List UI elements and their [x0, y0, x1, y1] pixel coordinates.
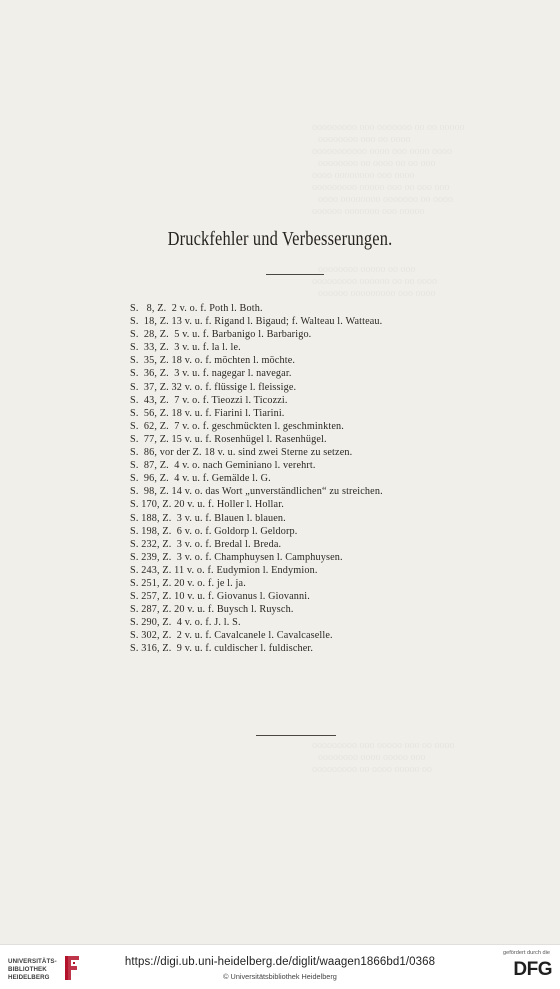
correction-text: S. 28, Z. 5 v. u. f. Barbanigo l. Barbarigo.: [130, 329, 312, 341]
correction-text: S. 8, Z. 2 v. o. f. Poth l. Both.: [130, 303, 263, 314]
correction-entry: [130, 538, 470, 551]
correction-text: S. 96, Z. 4 v. u. f. Gemälde l. G.: [130, 473, 271, 485]
correction-entry: [130, 381, 470, 394]
correction-text: S. 251, Z. 20 v. o. f. je l. ja.: [130, 577, 246, 589]
correction-text: S. 302, Z. 2 v. u. f. Cavalcanele l. Cavalcaselle.: [130, 630, 333, 642]
correction-text: S. 232, Z. 3 v. o. f. Bredal l. Breda.: [130, 538, 282, 550]
correction-entry: [130, 394, 470, 407]
correction-entry: [130, 328, 470, 341]
correction-text: S. 18, Z. 13 v. u. f. Rigand l. Bigaud; f. Walteau l. Watteau.: [130, 316, 383, 328]
correction-entry: [130, 472, 470, 485]
correction-entry: [130, 577, 470, 590]
correction-text: S. 35, Z. 18 v. o. f. möchten l. möchte.: [130, 355, 296, 367]
correction-entry: [130, 642, 470, 655]
page-title: Druckfehler und Verbesserungen.: [167, 228, 393, 250]
correction-text: S. 290, Z. 4 v. o. f. J. l. S.: [130, 617, 241, 629]
correction-text: S. 257, Z. 10 v. u. f. Giovanus l. Giovanni.: [130, 591, 310, 603]
viewer-footer: [0, 944, 560, 989]
correction-entry: [130, 407, 470, 420]
correction-text: S. 87, Z. 4 v. o. nach Geminiano l. verehrt.: [130, 460, 316, 472]
correction-entry: [130, 367, 470, 380]
correction-text: S. 170, Z. 20 v. u. f. Holler l. Hollar.: [130, 499, 284, 511]
correction-entry: [130, 590, 470, 603]
closing-divider: [256, 735, 336, 736]
correction-text: S. 239, Z. 3 v. o. f. Champhuysen l. Camphuysen.: [130, 551, 343, 563]
correction-text: S. 56, Z. 18 v. u. f. Fiarini l. Tiarini.: [130, 407, 285, 419]
correction-text: S. 98, Z. 14 v. o. das Wort „unverständlichen“ zu streichen.: [130, 486, 383, 498]
show-through-text: ooooooooo ooo ooooooo oo oo ooooo oooooooo ooo oo oooo ooooooooooo oooo ooo oooo oooo oooooooo oo oooo oo oo ooo oooo oooooooo ooo oooo ooooooooo ooooo ooo oo ooo ooo oooo oooooooo ooooooo oo oooo oooooo ooooooo ooo ooooo oooooooo ooooo oo ooo ooooooooo oooooo oo oo oooo oooooo ooooooooo ooo oooo ooooooooo ooo ooooo ooo oo oooo oooooooo oooo ooooo ooo ooooooooo oo oooo ooooo oo: [312, 122, 465, 775]
correction-text: S. 86, vor der Z. 18 v. u. sind zwei Sterne zu setzen.: [130, 447, 353, 459]
correction-text: S. 287, Z. 20 v. u. f. Buysch l. Ruysch.: [130, 604, 294, 616]
correction-text: S. 243, Z. 11 v. o. f. Eudymion l. Endymion.: [130, 564, 318, 576]
correction-entry: [130, 603, 470, 616]
correction-entry: [130, 420, 470, 433]
copyright-notice: © Universitätsbibliothek Heidelberg: [223, 972, 337, 981]
correction-text: S. 188, Z. 3 v. u. f. Blauen l. blauen.: [130, 512, 286, 524]
correction-entry: [130, 485, 470, 498]
correction-entry: [130, 341, 470, 354]
correction-entry: [130, 354, 470, 367]
permalink-url[interactable]: https://digi.ub.uni-heidelberg.de/diglit/waagen1866bd1/0368: [124, 956, 436, 968]
correction-entry: [130, 512, 470, 525]
correction-text: S. 62, Z. 7 v. o. f. geschmückten l. geschminkten.: [130, 420, 344, 432]
correction-text: S. 33, Z. 3 v. u. f. la l. le.: [130, 342, 241, 354]
correction-text: S. 198, Z. 6 v. o. f. Goldorp l. Geldorp.: [130, 525, 298, 537]
correction-entry: [130, 459, 470, 472]
correction-entry: [130, 629, 470, 642]
correction-entry: [130, 551, 470, 564]
funding-label: gefördert durch die: [503, 950, 550, 956]
correction-text: S. 37, Z. 32 v. o. f. flüssige l. fleissige.: [130, 381, 297, 393]
library-name: UNIVERSITÄTS- BIBLIOTHEK HEIDELBERG: [8, 958, 57, 982]
correction-entry: [130, 302, 470, 315]
correction-entry: [130, 315, 470, 328]
correction-text: S. 316, Z. 9 v. u. f. culdischer l. fuldischer.: [130, 643, 314, 655]
correction-entry: [130, 564, 470, 577]
correction-entry: [130, 433, 470, 446]
correction-entry: [130, 616, 470, 629]
correction-entry: [130, 525, 470, 538]
title-divider: [266, 274, 324, 275]
correction-entry: [130, 498, 470, 511]
correction-text: S. 43, Z. 7 v. o. f. Tieozzi l. Ticozzi.: [130, 394, 288, 406]
correction-text: S. 77, Z. 15 v. u. f. Rosenhügel l. Rasenhügel.: [130, 433, 327, 445]
correction-text: S. 36, Z. 3 v. u. f. nagegar l. navegar.: [130, 368, 292, 380]
corrections-list: [130, 302, 470, 656]
dfg-logo[interactable]: DFG: [513, 959, 552, 980]
correction-entry: [130, 446, 470, 459]
